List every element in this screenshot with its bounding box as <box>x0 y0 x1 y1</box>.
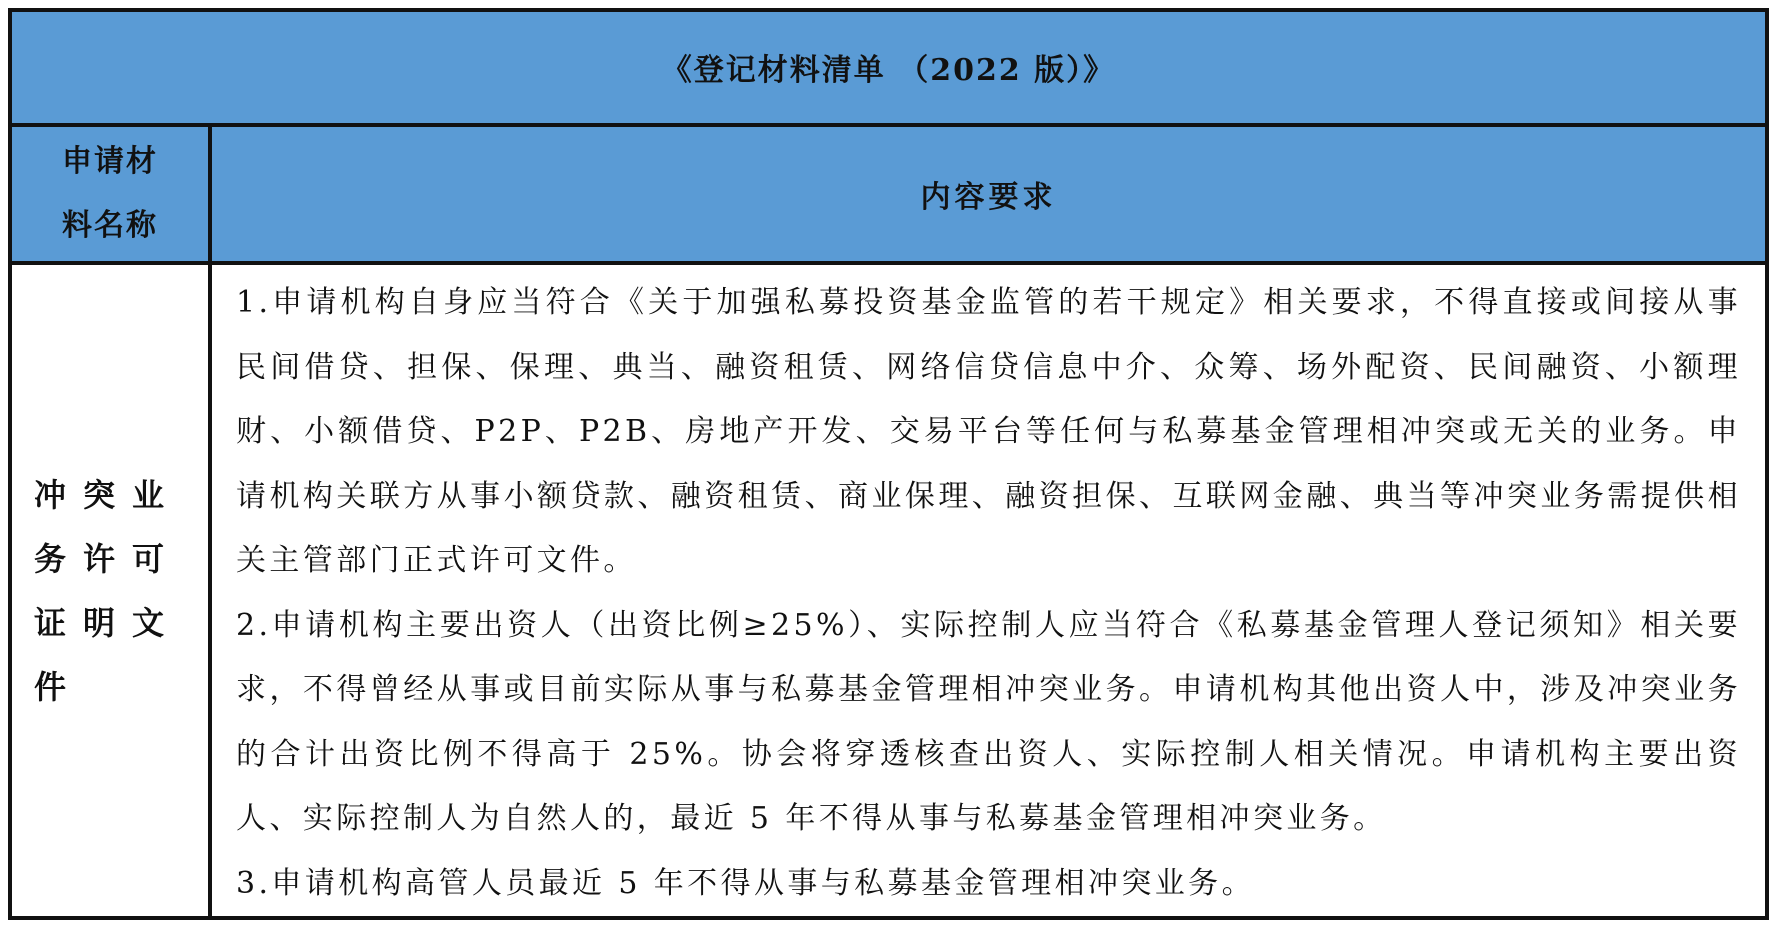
requirement-paragraph-3: 3.申请机构高管人员最近 5 年不得从事与私募基金管理相冲突业务。 <box>236 865 1255 901</box>
row-material-name: 冲突业务许可证明文件 <box>34 475 182 706</box>
table-title: 《登记材料清单 （2022 版）》 <box>661 53 1116 89</box>
header-material-name-label: 申请材料名称 <box>62 143 158 243</box>
requirement-paragraph-2: 2.申请机构主要出资人（出资比例≥25%）、实际控制人应当符合《私募基金管理人登记须知》相关要求，不得曾经从事或目前实际从事与私募基金管理相冲突业务。申请机构其他出资人中，涉及冲突业务的合计出资比例不得高于 25%。协会将穿透核查出资人、实际控制人相关情况。申请机构主要出资人、实际控制人为自然人的，最近 5 年不得从事与私募基金管理相冲突业务。 <box>236 607 1741 836</box>
header-content-label: 内容要求 <box>920 179 1057 215</box>
requirement-paragraph-1: 1.申请机构自身应当符合《关于加强私募投资基金监管的若干规定》相关要求，不得直接或间接从事民间借贷、担保、保理、典当、融资租赁、网络信贷信息中介、众筹、场外配资、民间融资、小额理财、小额借贷、P2P、P2B、房地产开发、交易平台等任何与私募基金管理相冲突或无关的业务。申请机构关联方从事小额贷款、融资租赁、商业保理、融资担保、互联网金融、典当等冲突业务需提供相关主管部门正式许可文件。 <box>236 285 1741 578</box>
row-name-cell <box>12 265 212 916</box>
table-title-row <box>12 12 1765 127</box>
header-cell-material-name <box>12 127 212 261</box>
materials-table <box>8 8 1769 920</box>
row-content-cell <box>212 265 1765 916</box>
header-cell-content <box>212 127 1765 261</box>
table-header-row <box>12 127 1765 265</box>
table-row <box>12 265 1765 916</box>
